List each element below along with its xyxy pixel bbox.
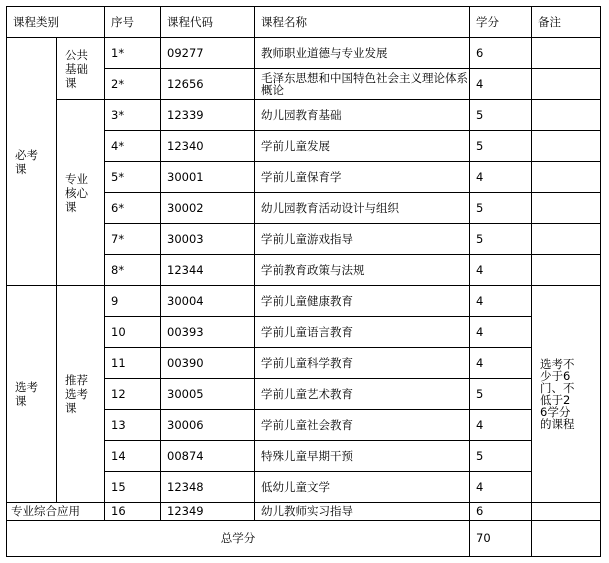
- course-seq: 9: [105, 286, 161, 317]
- course-credit: 5: [470, 379, 532, 410]
- course-code: 12656: [161, 69, 255, 100]
- course-credit: 5: [470, 131, 532, 162]
- course-code: 30004: [161, 286, 255, 317]
- elective-note: 选考不少于6门、不低于26学分的课程: [532, 286, 601, 503]
- table-row: [7, 38, 601, 69]
- course-seq: 1*: [105, 38, 161, 69]
- course-seq: 3*: [105, 100, 161, 131]
- course-credit: 4: [470, 69, 532, 100]
- course-code: 30006: [161, 410, 255, 441]
- remark-cell: [532, 162, 601, 193]
- course-credit: 5: [470, 193, 532, 224]
- course-credit: 4: [470, 472, 532, 503]
- course-credit: 4: [470, 348, 532, 379]
- course-code: 30002: [161, 193, 255, 224]
- course-code: 30005: [161, 379, 255, 410]
- remark-cell: [532, 255, 601, 286]
- remark-cell: [532, 521, 601, 557]
- remark-cell: [532, 100, 601, 131]
- total-credit: 70: [470, 521, 532, 557]
- remark-cell: [532, 69, 601, 100]
- remark-cell: [532, 131, 601, 162]
- course-credit: 4: [470, 286, 532, 317]
- remark-cell: [532, 193, 601, 224]
- course-name: 学前儿童发展: [255, 131, 470, 162]
- course-seq: 13: [105, 410, 161, 441]
- course-code: 30001: [161, 162, 255, 193]
- course-seq: 12: [105, 379, 161, 410]
- total-label: 总学分: [7, 521, 470, 557]
- course-seq: 15: [105, 472, 161, 503]
- course-name: 学前儿童保育学: [255, 162, 470, 193]
- course-code: 00874: [161, 441, 255, 472]
- course-name: 低幼儿童文学: [255, 472, 470, 503]
- course-seq: 10: [105, 317, 161, 348]
- course-name: 学前儿童科学教育: [255, 348, 470, 379]
- header-name: 课程名称: [255, 7, 470, 38]
- course-code: 30003: [161, 224, 255, 255]
- course-code: 12340: [161, 131, 255, 162]
- course-seq: 6*: [105, 193, 161, 224]
- course-credit: 4: [470, 162, 532, 193]
- course-name: 幼儿教师实习指导: [255, 503, 470, 521]
- course-name: 特殊儿童早期干预: [255, 441, 470, 472]
- table-row: [7, 286, 601, 317]
- course-seq: 14: [105, 441, 161, 472]
- course-name: 学前儿童健康教育: [255, 286, 470, 317]
- course-seq: 16: [105, 503, 161, 521]
- course-name: 学前儿童游戏指导: [255, 224, 470, 255]
- course-seq: 7*: [105, 224, 161, 255]
- header-code: 课程代码: [161, 7, 255, 38]
- group-major-core: 专业核心课: [57, 100, 105, 286]
- course-code: 09277: [161, 38, 255, 69]
- header-row: [7, 7, 601, 38]
- course-seq: 2*: [105, 69, 161, 100]
- course-credit: 5: [470, 441, 532, 472]
- group-public-basic: 公共基础课: [57, 38, 105, 100]
- table-row: [7, 100, 601, 131]
- course-credit: 5: [470, 224, 532, 255]
- header-remark: 备注: [532, 7, 601, 38]
- group-elective: 选考课: [7, 286, 57, 503]
- course-name: 幼儿园教育活动设计与组织: [255, 193, 470, 224]
- course-credit: 6: [470, 503, 532, 521]
- course-code: 00390: [161, 348, 255, 379]
- course-credit: 5: [470, 100, 532, 131]
- curriculum-table: [6, 6, 601, 557]
- remark-cell: [532, 224, 601, 255]
- course-code: 12344: [161, 255, 255, 286]
- course-name: 幼儿园教育基础: [255, 100, 470, 131]
- course-code: 12339: [161, 100, 255, 131]
- course-credit: 4: [470, 317, 532, 348]
- course-credit: 6: [470, 38, 532, 69]
- course-credit: 4: [470, 410, 532, 441]
- course-credit: 4: [470, 255, 532, 286]
- course-seq: 11: [105, 348, 161, 379]
- course-name: 毛泽东思想和中国特色社会主义理论体系概论: [255, 69, 470, 100]
- table-row: [7, 503, 601, 521]
- course-name: 学前儿童艺术教育: [255, 379, 470, 410]
- group-comprehensive: 专业综合应用: [7, 503, 105, 521]
- group-recommended: 推荐选考课: [57, 286, 105, 503]
- total-row: [7, 521, 601, 557]
- course-code: 12349: [161, 503, 255, 521]
- header-credit: 学分: [470, 7, 532, 38]
- header-category: 课程类别: [7, 7, 105, 38]
- course-seq: 5*: [105, 162, 161, 193]
- course-code: 00393: [161, 317, 255, 348]
- group-required: 必考课: [7, 38, 57, 286]
- course-seq: 4*: [105, 131, 161, 162]
- remark-cell: [532, 38, 601, 69]
- course-seq: 8*: [105, 255, 161, 286]
- course-code: 12348: [161, 472, 255, 503]
- course-name: 学前儿童语言教育: [255, 317, 470, 348]
- course-name: 学前教育政策与法规: [255, 255, 470, 286]
- course-name: 学前儿童社会教育: [255, 410, 470, 441]
- remark-cell: [532, 503, 601, 521]
- header-seq: 序号: [105, 7, 161, 38]
- course-name: 教师职业道德与专业发展: [255, 38, 470, 69]
